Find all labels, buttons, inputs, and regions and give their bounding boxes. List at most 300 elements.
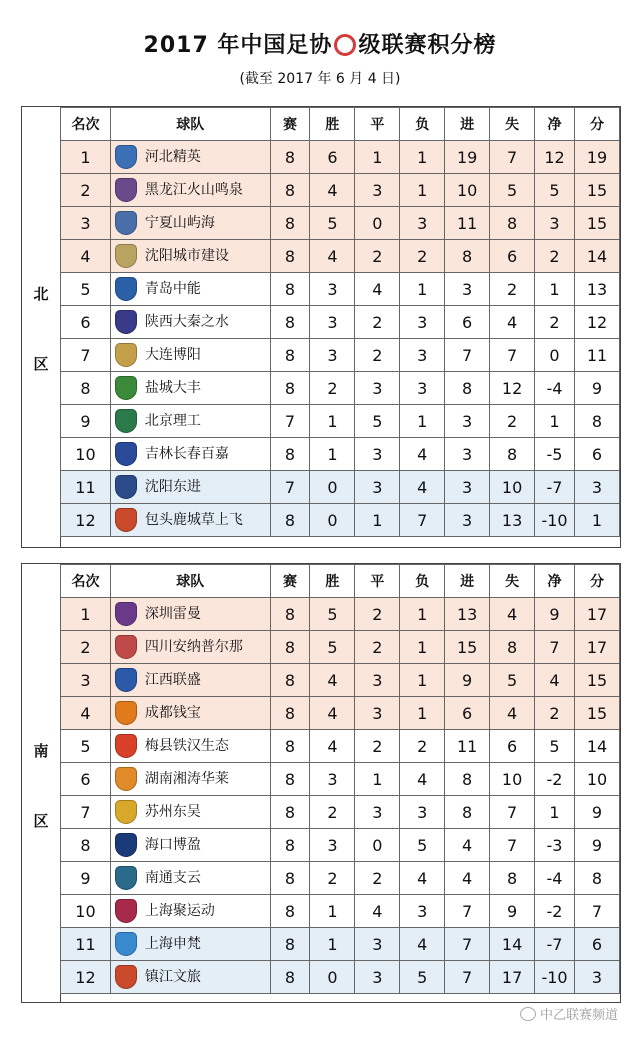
cell-lost: 3 — [400, 306, 445, 339]
table-row — [61, 240, 620, 273]
team-crest-icon — [115, 376, 137, 400]
team-crest-icon — [115, 602, 137, 626]
table-row — [61, 339, 620, 372]
cell-team — [110, 829, 270, 862]
column-header-drawn: 平 — [355, 565, 400, 598]
team-crest-icon — [115, 211, 137, 235]
team-crest-icon — [115, 899, 137, 923]
team-name: 盐城大丰 — [144, 380, 201, 396]
south-zone-table — [21, 563, 621, 1003]
cell-rank: 6 — [61, 763, 111, 796]
cell-team — [110, 438, 270, 471]
cell-played: 8 — [270, 339, 310, 372]
cell-goals-against: 6 — [490, 240, 535, 273]
team-name: 成都钱宝 — [144, 705, 201, 721]
cell-team — [110, 598, 270, 631]
cell-rank: 11 — [61, 471, 111, 504]
cell-team — [110, 240, 270, 273]
cell-drawn: 2 — [355, 598, 400, 631]
cell-team — [110, 339, 270, 372]
cell-goals-for: 11 — [445, 207, 490, 240]
cell-lost: 1 — [400, 598, 445, 631]
cell-lost: 1 — [400, 273, 445, 306]
cell-played: 8 — [270, 598, 310, 631]
cell-goals-for: 15 — [445, 631, 490, 664]
table-row — [61, 631, 620, 664]
cell-drawn: 4 — [355, 273, 400, 306]
cell-played: 8 — [270, 141, 310, 174]
cell-team — [110, 697, 270, 730]
cell-goals-for: 9 — [445, 664, 490, 697]
cell-played: 8 — [270, 763, 310, 796]
cell-team — [110, 928, 270, 961]
cell-goals-against: 5 — [490, 664, 535, 697]
cell-team — [110, 504, 270, 537]
cell-drawn: 3 — [355, 438, 400, 471]
cell-drawn: 2 — [355, 862, 400, 895]
table-row — [61, 438, 620, 471]
cell-team — [110, 664, 270, 697]
cell-goals-against: 8 — [490, 631, 535, 664]
table-row — [61, 961, 620, 994]
table-row — [61, 895, 620, 928]
cell-goal-diff: -5 — [535, 438, 575, 471]
cell-team — [110, 631, 270, 664]
cell-drawn: 3 — [355, 471, 400, 504]
cell-goal-diff: -3 — [535, 829, 575, 862]
table-row — [61, 730, 620, 763]
cell-team — [110, 306, 270, 339]
cell-goals-for: 7 — [445, 961, 490, 994]
cell-won: 4 — [310, 174, 355, 207]
cell-points: 1 — [574, 504, 619, 537]
cell-played: 8 — [270, 895, 310, 928]
cell-goal-diff: 2 — [535, 306, 575, 339]
wechat-icon — [520, 1007, 536, 1021]
cell-drawn: 1 — [355, 763, 400, 796]
zone-char: 北 — [33, 285, 49, 303]
cell-played: 8 — [270, 504, 310, 537]
team-crest-icon — [115, 767, 137, 791]
cell-goals-for: 13 — [445, 598, 490, 631]
cell-goal-diff: -4 — [535, 372, 575, 405]
cell-goals-for: 3 — [445, 438, 490, 471]
column-header-goal-diff: 净 — [535, 108, 575, 141]
cell-goals-against: 13 — [490, 504, 535, 537]
cell-team — [110, 961, 270, 994]
cell-won: 1 — [310, 895, 355, 928]
team-crest-icon — [115, 442, 137, 466]
cell-goals-against: 7 — [490, 829, 535, 862]
table-row — [61, 372, 620, 405]
cell-goals-against: 17 — [490, 961, 535, 994]
column-header-played: 赛 — [270, 565, 310, 598]
cell-won: 3 — [310, 339, 355, 372]
team-name: 北京理工 — [144, 413, 201, 429]
cell-points: 8 — [574, 405, 619, 438]
cell-goal-diff: 7 — [535, 631, 575, 664]
cell-rank: 4 — [61, 697, 111, 730]
table-row — [61, 405, 620, 438]
cell-goals-against: 8 — [490, 438, 535, 471]
team-name: 河北精英 — [144, 149, 201, 165]
cell-goal-diff: -7 — [535, 928, 575, 961]
cell-team — [110, 141, 270, 174]
cell-played: 7 — [270, 405, 310, 438]
team-name: 陕西大秦之水 — [144, 314, 229, 330]
column-header-goals-against: 失 — [490, 565, 535, 598]
cell-rank: 7 — [61, 796, 111, 829]
cell-lost: 1 — [400, 697, 445, 730]
cell-won: 2 — [310, 372, 355, 405]
cell-points: 6 — [574, 928, 619, 961]
cell-goals-against: 5 — [490, 174, 535, 207]
team-name: 吉林长春百嘉 — [144, 446, 229, 462]
team-name: 江西联盛 — [144, 672, 201, 688]
cell-points: 10 — [574, 763, 619, 796]
cell-drawn: 3 — [355, 961, 400, 994]
column-header-goals-for: 进 — [445, 108, 490, 141]
cell-goal-diff: -10 — [535, 961, 575, 994]
header-row — [61, 108, 620, 141]
cell-played: 8 — [270, 862, 310, 895]
cell-goals-against: 7 — [490, 339, 535, 372]
column-header-goals-against: 失 — [490, 108, 535, 141]
cell-lost: 1 — [400, 174, 445, 207]
cell-goals-for: 3 — [445, 471, 490, 504]
cell-points: 3 — [574, 471, 619, 504]
cell-drawn: 3 — [355, 796, 400, 829]
cell-drawn: 0 — [355, 207, 400, 240]
cell-played: 8 — [270, 664, 310, 697]
team-crest-icon — [115, 701, 137, 725]
team-name: 湖南湘涛华莱 — [144, 771, 229, 787]
cell-played: 8 — [270, 240, 310, 273]
page-title — [0, 28, 640, 59]
cell-goals-against: 4 — [490, 697, 535, 730]
cell-lost: 3 — [400, 895, 445, 928]
cell-lost: 4 — [400, 438, 445, 471]
cell-played: 7 — [270, 471, 310, 504]
cell-won: 4 — [310, 730, 355, 763]
cell-goals-for: 8 — [445, 796, 490, 829]
cell-lost: 3 — [400, 796, 445, 829]
zone-char: 南 — [33, 742, 49, 760]
cell-team — [110, 372, 270, 405]
cell-goals-for: 4 — [445, 829, 490, 862]
cell-lost: 4 — [400, 928, 445, 961]
cell-lost: 1 — [400, 141, 445, 174]
cell-drawn: 3 — [355, 664, 400, 697]
cell-played: 8 — [270, 174, 310, 207]
cell-won: 3 — [310, 763, 355, 796]
team-crest-icon — [115, 932, 137, 956]
cell-played: 8 — [270, 796, 310, 829]
cell-goal-diff: 5 — [535, 174, 575, 207]
cell-goals-for: 10 — [445, 174, 490, 207]
column-header-rank: 名次 — [61, 108, 111, 141]
cell-drawn: 2 — [355, 730, 400, 763]
cell-drawn: 5 — [355, 405, 400, 438]
team-name: 苏州东吴 — [144, 804, 201, 820]
cell-won: 1 — [310, 928, 355, 961]
cell-won: 5 — [310, 598, 355, 631]
cell-won: 3 — [310, 829, 355, 862]
cell-rank: 12 — [61, 504, 111, 537]
cell-drawn: 0 — [355, 829, 400, 862]
team-crest-icon — [115, 668, 137, 692]
cell-rank: 2 — [61, 174, 111, 207]
team-name: 包头鹿城草上飞 — [144, 512, 243, 528]
cell-goals-against: 6 — [490, 730, 535, 763]
cell-rank: 3 — [61, 207, 111, 240]
team-name: 沈阳东进 — [144, 479, 201, 495]
team-crest-icon — [115, 508, 137, 532]
team-crest-icon — [115, 244, 137, 268]
cell-team — [110, 405, 270, 438]
cell-goal-diff: 1 — [535, 796, 575, 829]
cell-won: 2 — [310, 862, 355, 895]
table-row — [61, 928, 620, 961]
cell-points: 3 — [574, 961, 619, 994]
cell-goal-diff: 9 — [535, 598, 575, 631]
cell-won: 2 — [310, 796, 355, 829]
cell-won: 1 — [310, 438, 355, 471]
column-header-goal-diff: 净 — [535, 565, 575, 598]
cell-played: 8 — [270, 438, 310, 471]
cell-won: 6 — [310, 141, 355, 174]
cell-rank: 7 — [61, 339, 111, 372]
cell-won: 4 — [310, 697, 355, 730]
cell-goal-diff: 0 — [535, 339, 575, 372]
cell-lost: 3 — [400, 372, 445, 405]
cell-goals-against: 2 — [490, 273, 535, 306]
cell-team — [110, 273, 270, 306]
cell-points: 13 — [574, 273, 619, 306]
cell-goals-against: 8 — [490, 207, 535, 240]
cell-goals-against: 10 — [490, 471, 535, 504]
table-row — [61, 504, 620, 537]
cell-lost: 3 — [400, 339, 445, 372]
table-row — [61, 763, 620, 796]
cell-lost: 1 — [400, 631, 445, 664]
table-row — [61, 471, 620, 504]
column-header-goals-for: 进 — [445, 565, 490, 598]
column-header-rank: 名次 — [61, 565, 111, 598]
cell-points: 17 — [574, 631, 619, 664]
cell-goal-diff: 12 — [535, 141, 575, 174]
cell-rank: 10 — [61, 895, 111, 928]
cell-played: 8 — [270, 273, 310, 306]
cell-lost: 4 — [400, 763, 445, 796]
cell-goals-for: 7 — [445, 928, 490, 961]
cell-goals-against: 7 — [490, 796, 535, 829]
cell-won: 0 — [310, 504, 355, 537]
cell-rank: 12 — [61, 961, 111, 994]
cell-goals-against: 14 — [490, 928, 535, 961]
cell-team — [110, 763, 270, 796]
cell-played: 8 — [270, 372, 310, 405]
cell-goals-against: 12 — [490, 372, 535, 405]
cell-played: 8 — [270, 631, 310, 664]
column-header-lost: 负 — [400, 108, 445, 141]
team-name: 宁夏山屿海 — [144, 215, 215, 231]
cell-won: 5 — [310, 207, 355, 240]
cell-drawn: 3 — [355, 697, 400, 730]
cell-rank: 8 — [61, 829, 111, 862]
team-crest-icon — [115, 178, 137, 202]
cell-team — [110, 796, 270, 829]
table-row — [61, 796, 620, 829]
cell-drawn: 2 — [355, 339, 400, 372]
cell-rank: 1 — [61, 598, 111, 631]
cell-won: 4 — [310, 664, 355, 697]
cell-goal-diff: -2 — [535, 895, 575, 928]
cell-goals-for: 7 — [445, 339, 490, 372]
cell-points: 15 — [574, 697, 619, 730]
cell-goals-for: 3 — [445, 405, 490, 438]
cell-goal-diff: -4 — [535, 862, 575, 895]
team-name: 上海申梵 — [144, 936, 201, 952]
cell-goal-diff: 4 — [535, 664, 575, 697]
table-row — [61, 207, 620, 240]
cell-goals-against: 4 — [490, 306, 535, 339]
cell-drawn: 2 — [355, 306, 400, 339]
cell-points: 14 — [574, 730, 619, 763]
cell-drawn: 2 — [355, 240, 400, 273]
table-row — [61, 141, 620, 174]
table-row — [61, 664, 620, 697]
cell-goal-diff: 5 — [535, 730, 575, 763]
watermark — [520, 1004, 618, 1023]
cell-points: 9 — [574, 796, 619, 829]
cell-goals-against: 4 — [490, 598, 535, 631]
title-prefix: 2017 年中国足协 — [143, 33, 333, 58]
team-name: 梅县铁汉生态 — [144, 738, 229, 754]
cell-lost: 5 — [400, 961, 445, 994]
cell-points: 8 — [574, 862, 619, 895]
team-crest-icon — [115, 866, 137, 890]
cell-played: 8 — [270, 697, 310, 730]
cell-played: 8 — [270, 730, 310, 763]
cell-goal-diff: 2 — [535, 697, 575, 730]
cell-goals-for: 6 — [445, 306, 490, 339]
cell-goals-for: 6 — [445, 697, 490, 730]
table-row — [61, 829, 620, 862]
team-name: 镇江文旅 — [144, 969, 201, 985]
team-crest-icon — [115, 409, 137, 433]
cell-points: 15 — [574, 207, 619, 240]
cell-goals-against: 10 — [490, 763, 535, 796]
team-name: 南通支云 — [144, 870, 201, 886]
cell-rank: 2 — [61, 631, 111, 664]
cell-goals-against: 8 — [490, 862, 535, 895]
cell-points: 7 — [574, 895, 619, 928]
cell-goals-against: 7 — [490, 141, 535, 174]
cell-drawn: 3 — [355, 372, 400, 405]
cell-lost: 2 — [400, 730, 445, 763]
cell-lost: 3 — [400, 207, 445, 240]
cell-played: 8 — [270, 928, 310, 961]
cell-goals-against: 9 — [490, 895, 535, 928]
cell-played: 8 — [270, 961, 310, 994]
cell-drawn: 4 — [355, 895, 400, 928]
cell-points: 17 — [574, 598, 619, 631]
cell-goals-for: 8 — [445, 240, 490, 273]
south-zone-label — [22, 564, 61, 1002]
cell-won: 5 — [310, 631, 355, 664]
cell-rank: 6 — [61, 306, 111, 339]
cell-team — [110, 471, 270, 504]
cell-rank: 9 — [61, 862, 111, 895]
cell-goals-for: 11 — [445, 730, 490, 763]
team-crest-icon — [115, 833, 137, 857]
cell-rank: 4 — [61, 240, 111, 273]
cell-rank: 8 — [61, 372, 111, 405]
cell-goal-diff: 1 — [535, 405, 575, 438]
page-subtitle: (截至 2017 年 6 月 4 日) — [239, 71, 401, 87]
team-crest-icon — [115, 965, 137, 989]
cell-drawn: 2 — [355, 631, 400, 664]
column-header-played: 赛 — [270, 108, 310, 141]
title-suffix: 级联赛积分榜 — [358, 33, 497, 58]
table-row — [61, 862, 620, 895]
team-crest-icon — [115, 343, 137, 367]
cell-goals-for: 4 — [445, 862, 490, 895]
cell-goal-diff: -7 — [535, 471, 575, 504]
south-standings — [60, 564, 620, 994]
column-header-won: 胜 — [310, 565, 355, 598]
cell-lost: 5 — [400, 829, 445, 862]
cell-goals-for: 3 — [445, 273, 490, 306]
cell-points: 6 — [574, 438, 619, 471]
cell-team — [110, 862, 270, 895]
table-row — [61, 273, 620, 306]
cell-team — [110, 207, 270, 240]
column-header-points: 分 — [574, 565, 619, 598]
cell-played: 8 — [270, 829, 310, 862]
cell-lost: 4 — [400, 862, 445, 895]
zone-char: 区 — [33, 812, 49, 830]
cell-goal-diff: -2 — [535, 763, 575, 796]
cell-rank: 5 — [61, 730, 111, 763]
cell-goal-diff: -10 — [535, 504, 575, 537]
cell-points: 15 — [574, 664, 619, 697]
team-crest-icon — [115, 734, 137, 758]
yi-league-logo-icon — [334, 34, 356, 56]
team-name: 黑龙江火山鸣泉 — [144, 182, 243, 198]
cell-team — [110, 895, 270, 928]
team-crest-icon — [115, 475, 137, 499]
column-header-drawn: 平 — [355, 108, 400, 141]
team-name: 大连博阳 — [144, 347, 201, 363]
cell-won: 3 — [310, 306, 355, 339]
column-header-lost: 负 — [400, 565, 445, 598]
team-crest-icon — [115, 277, 137, 301]
cell-rank: 1 — [61, 141, 111, 174]
watermark-text: 中乙联赛频道 — [539, 1008, 618, 1023]
cell-team — [110, 174, 270, 207]
north-zone-table — [21, 106, 621, 548]
column-header-points: 分 — [574, 108, 619, 141]
cell-points: 9 — [574, 829, 619, 862]
cell-won: 0 — [310, 961, 355, 994]
column-header-team: 球队 — [110, 108, 270, 141]
cell-goal-diff: 1 — [535, 273, 575, 306]
cell-points: 12 — [574, 306, 619, 339]
table-row — [61, 598, 620, 631]
cell-lost: 4 — [400, 471, 445, 504]
